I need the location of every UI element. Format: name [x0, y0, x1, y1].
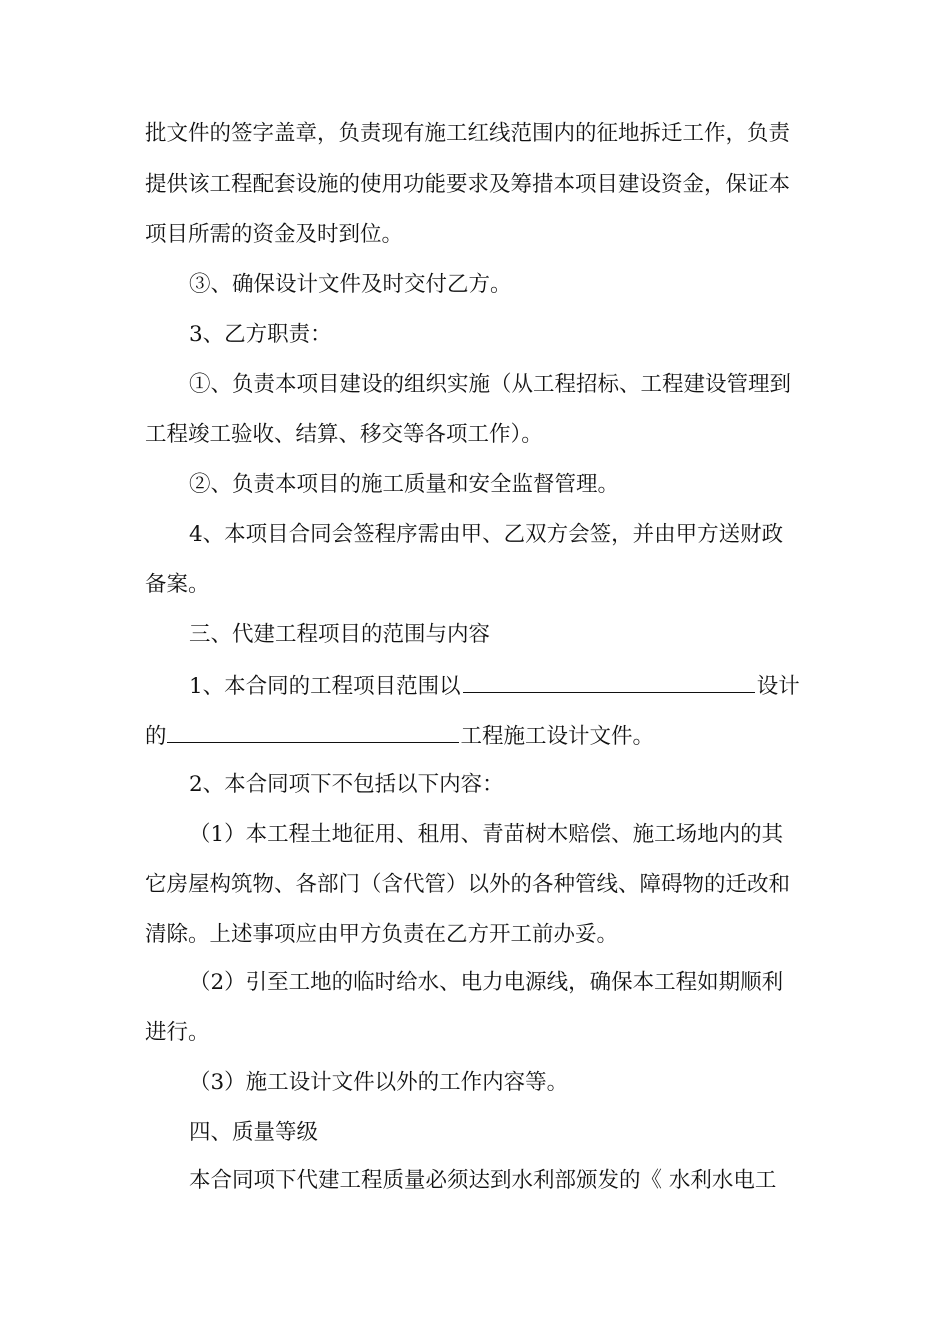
text-line: 批文件的签字盖章，负责现有施工红线范围内的征地拆迁工作，负责	[145, 121, 791, 146]
paragraph-line	[145, 418, 805, 452]
paragraph-line	[189, 368, 805, 402]
paragraph-line	[145, 568, 805, 602]
paragraph-line	[145, 218, 805, 252]
paragraph-line	[145, 718, 805, 752]
paragraph-line	[145, 918, 805, 952]
paragraph-line	[145, 868, 805, 902]
text-line: （3）施工设计文件以外的工作内容等。	[189, 1070, 569, 1095]
text-line: 工程竣工验收、结算、移交等各项工作）。	[145, 422, 543, 447]
text-line: 进行。	[145, 1020, 210, 1045]
heading-text: 三、代建工程项目的范围与内容	[189, 622, 491, 647]
paragraph-line	[189, 1164, 805, 1198]
fill-in-blank	[167, 718, 459, 743]
paragraph-line	[145, 1016, 805, 1050]
text-line: 4、本项目合同会签程序需由甲、乙双方会签，并由甲方送财政	[189, 522, 784, 547]
paragraph-line	[189, 268, 805, 302]
text-line: 2、本合同项下不包括以下内容：	[189, 772, 504, 797]
fill-in-blank	[463, 668, 755, 693]
text-line: 3、乙方职责：	[189, 322, 332, 347]
text-line: 备案。	[145, 572, 210, 597]
text-line: 本合同项下代建工程质量必须达到水利部颁发的《 水利水电工	[189, 1168, 777, 1193]
paragraph-line	[189, 668, 805, 702]
text-line: 设计	[756, 674, 800, 699]
text-line: ③、确保设计文件及时交付乙方。	[189, 272, 512, 297]
paragraph-line	[189, 468, 805, 502]
paragraph-line	[145, 168, 805, 202]
text-line: 项目所需的资金及时到位。	[145, 222, 404, 247]
text-line: ②、负责本项目的施工质量和安全监督管理。	[189, 472, 620, 497]
heading-text: 四、质量等级	[189, 1120, 319, 1145]
paragraph-line	[189, 518, 805, 552]
text-line: 的	[145, 724, 167, 749]
text-line: 工程施工设计文件。	[460, 724, 655, 749]
text-line: ①、负责本项目建设的组织实施（从工程招标、工程建设管理到	[189, 372, 792, 397]
paragraph-line	[189, 966, 805, 1000]
text-line: 清除。上述事项应由甲方负责在乙方开工前办妥。	[145, 922, 619, 947]
paragraph-line	[189, 318, 805, 352]
paragraph-line	[189, 1066, 805, 1100]
text-line: （1）本工程土地征用、租用、青苗树木赔偿、施工场地内的其	[189, 822, 784, 847]
paragraph-line	[189, 768, 805, 802]
text-line: 1、本合同的工程项目范围以	[189, 674, 461, 699]
text-line: （2）引至工地的临时给水、电力电源线，确保本工程如期顺利	[189, 970, 784, 995]
text-line: 提供该工程配套设施的使用功能要求及筹措本项目建设资金，保证本	[145, 172, 791, 197]
paragraph-line	[189, 818, 805, 852]
section-heading	[189, 1116, 805, 1150]
paragraph-line	[145, 117, 805, 151]
section-heading	[189, 618, 805, 652]
text-line: 它房屋构筑物、各部门（含代管）以外的各种管线、障碍物的迁改和	[145, 872, 791, 897]
